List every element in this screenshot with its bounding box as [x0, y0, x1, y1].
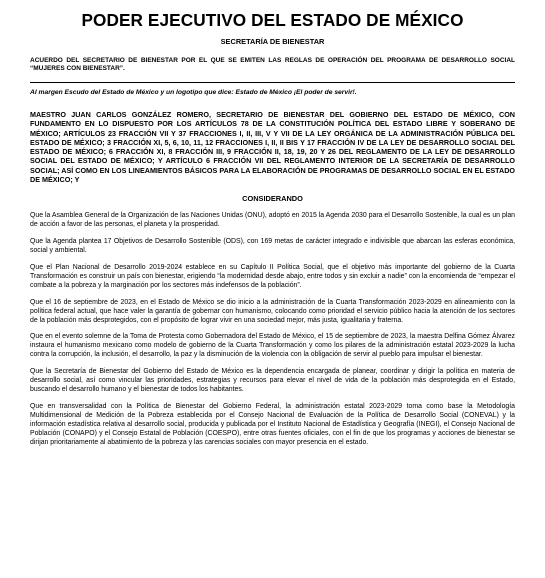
considerando-paragraph: Que la Secretaría de Bienestar del Gobierno del Estado de México es la dependencia encargada de planear, coordinar y dirigir la política en materia de desarrollo social, así como vincular las prioridades, estrategias y recursos para elevar el nivel de vida de la población más desprotegida en el Estado, buscando el desarrollo humano y el bienestar de todos los habitantes. — [30, 368, 515, 393]
considerando-paragraph: Que la Asamblea General de la Organización de las Naciones Unidas (ONU), adoptó en 2015 la Agenda 2030 para el Desarrollo Sostenible, la cual es un plan de acción a favor de las personas, el planeta y la prosperidad. — [30, 212, 515, 229]
considerando-paragraph: Que la Agenda plantea 17 Objetivos de Desarrollo Sostenible (ODS), con 169 metas de carácter integrado e indivisible que abarcan las esferas económica, social y ambiental. — [30, 238, 515, 255]
intro-paragraph: MAESTRO JUAN CARLOS GONZÁLEZ ROMERO, SECRETARIO DE BIENESTAR DEL GOBIERNO DEL ESTADO DE MÉXICO, CON FUNDAMENTO EN LO DISPUESTO POR LOS ARTÍCULOS 78 DE LA CONSTITUCIÓN POLÍTICA DEL ESTADO LIBRE Y SOBERANO DE MÉXICO; ARTÍCULOS 23 FRACCIÓN VII Y 37 FRACCIONES I, II, III, V Y VII DE LA LEY ORGÁNICA DE LA ADMINISTRACIÓN PÚBLICA DEL ESTADO DE MÉXICO; 3 FRACCIÓN XI, 5, 6, 10, 11, 12 FRACCIONES I, II, II BIS Y 17 FRACCIÓN IV DE LA LEY DE DESARROLLO SOCIAL DEL ESTADO DE MÉXICO; 6 FRACCIÓN XI, 8 FRACCIÓN III, 9 FRACCIÓN II, 18, 19, 20 Y 26 DEL REGLAMENTO DE LA LEY DE DESARROLLO SOCIAL DEL ESTADO DE MÉXICO; Y ARTÍCULO 6 FRACCIÓN VII DEL REGLAMENTO INTERIOR DE LA SECRETARÍA DE DESARROLLO SOCIAL; ASÍ COMO EN LOS LINEAMIENTOS BÁSICOS PARA LA ELABORACIÓN DE PROGRAMAS DE DESARROLLO SOCIAL EN EL ESTADO DE MÉXICO; Y — [30, 110, 515, 185]
acuerdo-title: ACUERDO DEL SECRETARIO DE BIENESTAR POR EL QUE SE EMITEN LAS REGLAS DE OPERACIÓN DEL PROGRAMA DE DESARROLLO SOCIAL “MUJERES CON BIENESTAR”. — [30, 57, 515, 72]
considerando-paragraph: Que el 16 de septiembre de 2023, en el Estado de México se dio inicio a la administración de la Cuarta Transformación 2023-2029 en alineamiento con la política federal actual, que hace valer la garantía de gobernar con humanismo, colocando como prioridad el servicio público hacia la atención de los sectores de la población más desprotegidos, con el propósito de lograr vivir en una sociedad mejor, más justa, igualitaria y fraterna. — [30, 298, 515, 324]
header-divider — [30, 82, 515, 83]
secretaria-heading: SECRETARÍA DE BIENESTAR — [220, 37, 325, 46]
considerando-paragraph: Que en transversalidad con la Política de Bienestar del Gobierno Federal, la administración estatal 2023-2029 toma como base la Metodología Multidimensional de Medición de la Pobreza establecida por el Consejo Nacional de Evaluación de la Política de Desarrollo Social (CONEVAL) y la información estadística relativa al desarrollo social, producida y publicada por el Instituto Nacional de Estadística y Geografía (INEGI), el Consejo Nacional de Población (CONAPO) y el Consejo Estatal de Población (COESPO), entre otras fuentes oficiales, con el fin de que los programas y acciones de bienestar se dirijan prioritariamente al abatimiento de la pobreza y las carencias sociales con mayor presencia en el estado. — [30, 402, 515, 446]
considerando-heading: CONSIDERANDO — [242, 194, 303, 204]
margin-note: Al margen Escudo del Estado de México y un logotipo que dice: Estado de México ¡El poder de servir!. — [30, 89, 357, 96]
considerando-paragraph: Que en el evento solemne de la Toma de Protesta como Gobernadora del Estado de México, el 15 de septiembre de 2023, la maestra Delfina Gómez Álvarez instaura el humanismo mexicano como modelo de gobierno de la Cuarta Transformación y como los pilares de la administración estatal 2023-2029 la lucha contra la corrupción, la inclusión, el desarrollo, la paz y la disminución de la violencia con la obligación de servir al pueblo para impulsar el bienestar. — [30, 333, 515, 359]
page-title: PODER EJECUTIVO DEL ESTADO DE MÉXICO — [81, 10, 464, 30]
considerando-paragraph: Que el Plan Nacional de Desarrollo 2019-2024 establece en su Capítulo II Política Social, que el objetivo más importante del gobierno de la Cuarta Transformación es construir un país con bienestar, erigiendo “la modernidad desde abajo, entre todos y sin excluir a nadie” con la encomienda de “empezar el combate a la pobreza y la marginación por los sectores más indefensos de la población”. — [30, 264, 515, 289]
